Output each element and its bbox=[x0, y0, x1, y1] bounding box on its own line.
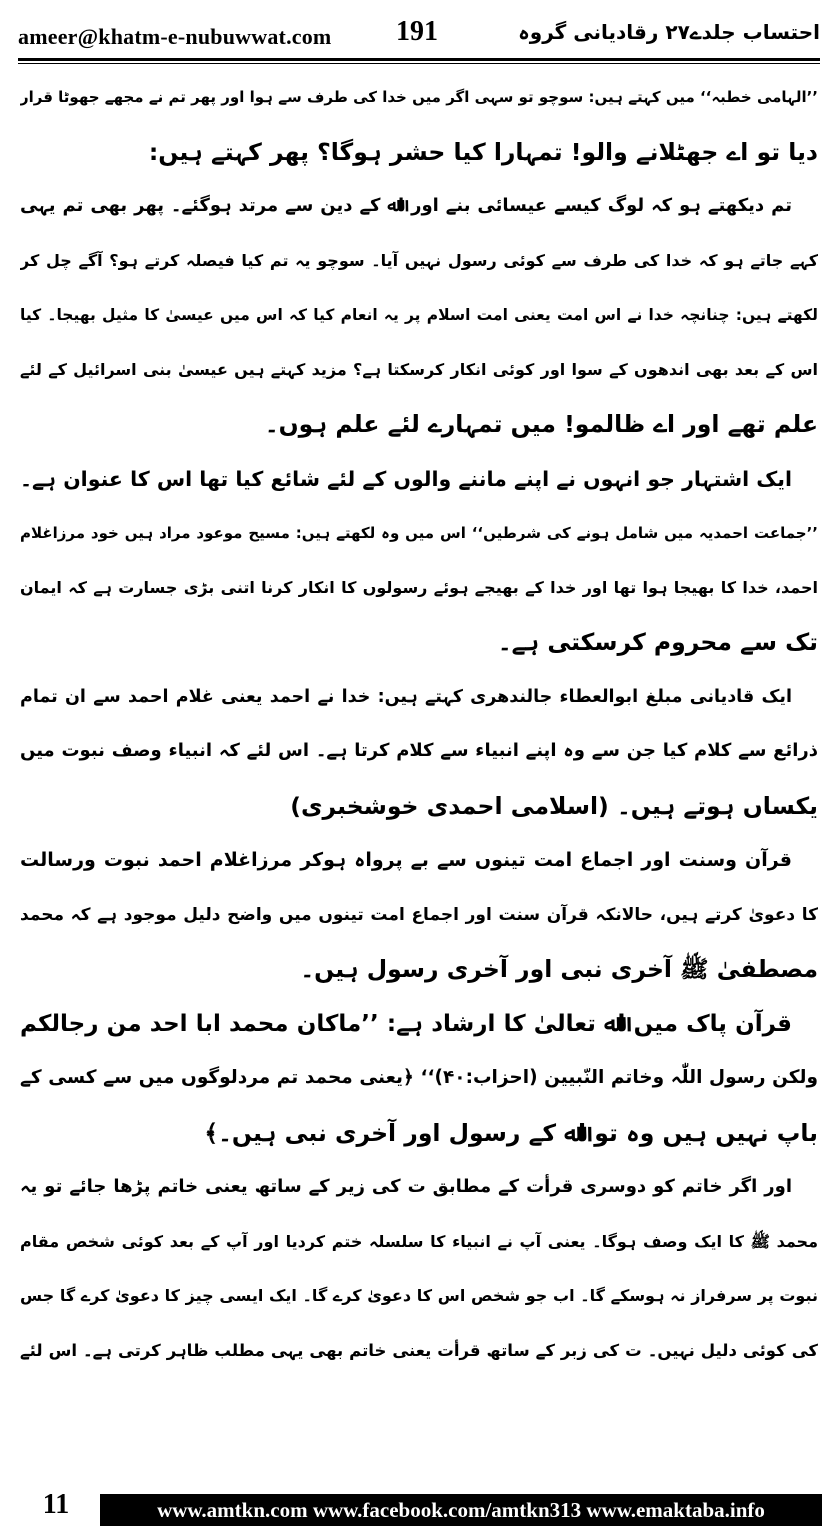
text-line: کی کوئی دلیل نہیں۔ ت کی زبر کے ساتھ قرأت یعنی خاتم بھی یہی مطلب ظاہر کرتی ہے۔ اس لئے bbox=[20, 1340, 818, 1360]
text-line: ایک اشتہار جو انہوں نے اپنے ماننے والوں کے لئے شائع کیا تھا اس کا عنوان ہے۔ bbox=[20, 466, 792, 491]
text-line: تک سے محروم کرسکتی ہے۔ bbox=[497, 628, 818, 656]
text-line: ذرائع سے کلام کیا جن سے وہ اپنے انبیاء سے کلام کرتا ہے۔ اس لئے کہ انبیاء وصف نبوت میں bbox=[20, 740, 818, 761]
text-line: قرآن وسنت اور اجماع امت تینوں سے بے پرواہ ہوکر مرزاغلام احمد نبوت ورسالت bbox=[20, 849, 792, 871]
text-line: ولکن رسول اللّٰہ وخاتم النّبیین (احزاب:۴۰)‘‘ ﴿یعنی محمد تم مردلوگوں میں سے کسی کے bbox=[20, 1067, 818, 1088]
text-line: نبوت پر سرفراز نہ ہوسکے گا۔ اب جو شخص اس کا دعویٰ کرے گا۔ ایک ایسی چیز کا دعویٰ کرے گا جس bbox=[20, 1286, 818, 1305]
text-line: یکساں ہوتے ہیں۔ (اسلامی احمدی خوشخبری) bbox=[290, 791, 818, 820]
text-line: ’’جماعت احمدیہ میں شامل ہونے کی شرطیں‘‘ اس میں وہ لکھتے ہیں: مسیح موعود مراد ہیں خود مرزاغلام bbox=[20, 524, 818, 542]
text-line: ’’الہامی خطبہ‘‘ میں کہتے ہیں: سوچو تو سہی اگر میں خدا کی طرف سے ہوا اور پھر تم نے مجھے جھوٹا قرار bbox=[20, 88, 818, 106]
header-page-number: 191 bbox=[396, 16, 438, 47]
text-line: علم تھے اور اے ظالمو! میں تمہارے لئے علم ہوں۔ bbox=[264, 410, 818, 438]
text-line: باپ نہیں ہیں وہ تو اﷲ کے رسول اور آخری نبی ہیں۔﴾ bbox=[204, 1118, 818, 1147]
text-line: ایک قادیانی مبلغ ابوالعطاء جالندھری کہتے ہیں: خدا نے احمد یعنی غلام احمد سے ان تمام bbox=[20, 686, 792, 707]
text-line: تم دیکھتے ہو کہ لوگ کیسے عیسائی بنے اور اﷲ کے دین سے مرتد ہوگئے۔ پھر بھی تم یہی bbox=[20, 195, 792, 216]
text-line: اس کے بعد بھی اندھوں کے سوا اور کوئی انکار کرسکتا ہے؟ مزید کہتے ہیں عیسیٰ بنی اسرائیل کے لئے bbox=[20, 359, 818, 379]
header-book-title: احتساب جلدے۲۷ رقادیانی گروہ bbox=[518, 20, 820, 44]
text-line: دیا تو اے جھٹلانے والو! تمہارا کیا حشر ہوگا؟ پھر کہتے ہیں: bbox=[148, 137, 818, 166]
text-line: اور اگر خاتم کو دوسری قرأت کے مطابق ت کی زیر کے ساتھ یعنی خاتم پڑھا جائے تو یہ bbox=[20, 1176, 792, 1197]
footer-page-marker: 11 bbox=[42, 1489, 70, 1520]
header-email: ameer@khatm-e-nubuwwat.com bbox=[18, 24, 332, 49]
page-body bbox=[20, 70, 818, 1460]
page-footer bbox=[18, 1486, 822, 1532]
text-line: محمد ﷺ کا ایک وصف ہوگا۔ یعنی آپ نے انبیاء کا سلسلہ ختم کردیا اور آپ کے بعد کوئی شخص مقام bbox=[20, 1231, 818, 1251]
text-line: احمد، خدا کا بھیجا ہوا تھا اور خدا کے بھیجے ہوئے رسولوں کا انکار کرنا اتنی بڑی جسارت ہے کہ ایمان bbox=[20, 577, 818, 597]
footer-links: www.amtkn.com www.facebook.com/amtkn313 www.emaktaba.info bbox=[100, 1494, 822, 1526]
header-divider bbox=[18, 58, 820, 64]
page-header bbox=[18, 12, 820, 54]
text-line: مصطفیٰ ﷺ آخری نبی اور آخری رسول ہیں۔ bbox=[300, 955, 818, 983]
text-line: لکھتے ہیں: چنانچہ خدا نے اس امت یعنی امت اسلام پر یہ انعام کیا کہ اس میں عیسیٰ کا مثیل بھیجا۔ کیا bbox=[20, 306, 818, 324]
text-line: کا دعویٰ کرتے ہیں، حالانکہ قرآن سنت اور اجماع امت تینوں میں واضح دلیل موجود ہے کہ محمد bbox=[20, 904, 818, 925]
text-line: قرآن پاک میں اﷲ تعالیٰ کا ارشاد ہے: ’’ماکان محمد ابا احد من رجالکم bbox=[20, 1010, 792, 1037]
text-line: کہے جاتے ہو کہ خدا کی طرف سے کوئی رسول نہیں آیا۔ سوچو یہ تم کیا فیصلہ کرتے ہو؟ آگے چل کر bbox=[20, 250, 818, 270]
